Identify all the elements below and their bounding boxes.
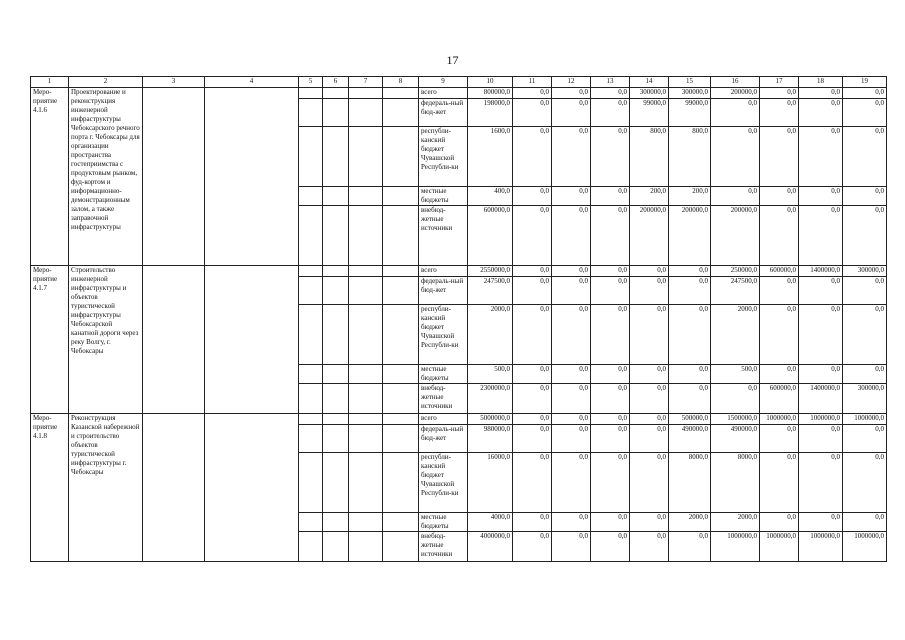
col6-cell — [323, 277, 349, 305]
amount-cell: 0,0 — [552, 88, 591, 99]
amount-cell: 0,0 — [630, 453, 669, 513]
col6-cell — [323, 513, 349, 532]
column-header: 17 — [760, 77, 799, 88]
amount-cell: 0,0 — [630, 414, 669, 425]
col8-cell — [383, 365, 419, 384]
amount-cell: 0,0 — [591, 277, 630, 305]
col8-cell — [383, 99, 419, 127]
col7-cell — [349, 453, 383, 513]
amount-cell: 1600,0 — [468, 127, 513, 187]
col8-cell — [383, 414, 419, 425]
column-header: 7 — [349, 77, 383, 88]
col7-cell — [349, 99, 383, 127]
amount-cell: 800,0 — [669, 127, 711, 187]
amount-cell: 0,0 — [513, 365, 552, 384]
col7-cell — [349, 127, 383, 187]
col7-cell — [349, 305, 383, 365]
col5-cell — [299, 425, 323, 453]
amount-cell: 0,0 — [760, 127, 799, 187]
amount-cell: 0,0 — [552, 99, 591, 127]
table-row — [31, 88, 887, 99]
col6-cell — [323, 127, 349, 187]
col3-cell — [143, 414, 205, 562]
amount-cell: 0,0 — [799, 277, 843, 305]
amount-cell: 1000000,0 — [760, 532, 799, 562]
amount-cell: 0,0 — [513, 425, 552, 453]
col5-cell — [299, 277, 323, 305]
amount-cell: 16000,0 — [468, 453, 513, 513]
amount-cell: 200000,0 — [630, 206, 669, 266]
amount-cell: 800000,0 — [468, 88, 513, 99]
amount-cell: 800,0 — [630, 127, 669, 187]
amount-cell: 2550000,0 — [468, 266, 513, 277]
col8-cell — [383, 453, 419, 513]
amount-cell: 300000,0 — [630, 88, 669, 99]
amount-cell: 0,0 — [513, 266, 552, 277]
amount-cell: 0,0 — [513, 127, 552, 187]
amount-cell: 0,0 — [630, 305, 669, 365]
amount-cell: 0,0 — [760, 277, 799, 305]
amount-cell: 0,0 — [799, 453, 843, 513]
amount-cell: 1000000,0 — [760, 414, 799, 425]
amount-cell: 0,0 — [591, 305, 630, 365]
amount-cell: 0,0 — [630, 266, 669, 277]
amount-cell: 1400000,0 — [799, 384, 843, 414]
funding-source: внебюд-жетные источники — [419, 384, 468, 414]
amount-cell: 0,0 — [552, 532, 591, 562]
amount-cell: 980000,0 — [468, 425, 513, 453]
amount-cell: 0,0 — [760, 365, 799, 384]
amount-cell: 490000,0 — [711, 425, 760, 453]
col8-cell — [383, 513, 419, 532]
amount-cell: 0,0 — [630, 277, 669, 305]
amount-cell: 0,0 — [552, 266, 591, 277]
amount-cell: 2000,0 — [711, 305, 760, 365]
column-header: 5 — [299, 77, 323, 88]
amount-cell: 1000000,0 — [799, 532, 843, 562]
col7-cell — [349, 187, 383, 206]
amount-cell: 0,0 — [630, 513, 669, 532]
amount-cell: 0,0 — [799, 206, 843, 266]
amount-cell: 250000,0 — [711, 266, 760, 277]
amount-cell: 0,0 — [513, 384, 552, 414]
amount-cell: 0,0 — [711, 99, 760, 127]
amount-cell: 0,0 — [591, 453, 630, 513]
amount-cell: 0,0 — [513, 453, 552, 513]
measure-code: Меро-приятие 4.1.8 — [31, 414, 69, 562]
amount-cell: 0,0 — [552, 187, 591, 206]
amount-cell: 0,0 — [843, 88, 887, 99]
column-header: 14 — [630, 77, 669, 88]
amount-cell: 0,0 — [591, 127, 630, 187]
col7-cell — [349, 266, 383, 277]
amount-cell: 0,0 — [513, 187, 552, 206]
col5-cell — [299, 532, 323, 562]
col4-cell — [205, 88, 299, 266]
col7-cell — [349, 513, 383, 532]
amount-cell: 0,0 — [513, 88, 552, 99]
amount-cell: 0,0 — [669, 384, 711, 414]
amount-cell: 0,0 — [843, 187, 887, 206]
amount-cell: 0,0 — [630, 365, 669, 384]
amount-cell: 0,0 — [513, 532, 552, 562]
amount-cell: 0,0 — [843, 127, 887, 187]
column-header: 15 — [669, 77, 711, 88]
amount-cell: 0,0 — [843, 305, 887, 365]
amount-cell: 0,0 — [711, 127, 760, 187]
amount-cell: 0,0 — [552, 305, 591, 365]
amount-cell: 0,0 — [843, 277, 887, 305]
amount-cell: 2000,0 — [711, 513, 760, 532]
col8-cell — [383, 88, 419, 99]
amount-cell: 400,0 — [468, 187, 513, 206]
amount-cell: 0,0 — [760, 187, 799, 206]
col4-cell — [205, 266, 299, 414]
amount-cell: 0,0 — [760, 206, 799, 266]
amount-cell: 0,0 — [513, 206, 552, 266]
amount-cell: 0,0 — [552, 425, 591, 453]
amount-cell: 2000,0 — [669, 513, 711, 532]
funding-source: местные бюджеты — [419, 187, 468, 206]
amount-cell: 200000,0 — [711, 206, 760, 266]
col8-cell — [383, 532, 419, 562]
amount-cell: 0,0 — [760, 88, 799, 99]
col8-cell — [383, 384, 419, 414]
amount-cell: 247500,0 — [711, 277, 760, 305]
col8-cell — [383, 206, 419, 266]
amount-cell: 0,0 — [843, 513, 887, 532]
col5-cell — [299, 127, 323, 187]
amount-cell: 0,0 — [591, 88, 630, 99]
amount-cell: 99000,0 — [630, 99, 669, 127]
amount-cell: 4000000,0 — [468, 532, 513, 562]
column-header: 19 — [843, 77, 887, 88]
col6-cell — [323, 532, 349, 562]
amount-cell: 247500,0 — [468, 277, 513, 305]
col5-cell — [299, 99, 323, 127]
amount-cell: 0,0 — [591, 384, 630, 414]
amount-cell: 0,0 — [552, 414, 591, 425]
amount-cell: 198000,0 — [468, 99, 513, 127]
col5-cell — [299, 88, 323, 99]
amount-cell: 0,0 — [843, 365, 887, 384]
amount-cell: 0,0 — [591, 414, 630, 425]
funding-source: внебюд-жетные источники — [419, 206, 468, 266]
col5-cell — [299, 305, 323, 365]
col3-cell — [143, 88, 205, 266]
col5-cell — [299, 384, 323, 414]
funding-source: местные бюджеты — [419, 513, 468, 532]
col7-cell — [349, 384, 383, 414]
amount-cell: 500,0 — [468, 365, 513, 384]
header-row — [31, 77, 887, 88]
amount-cell: 1000000,0 — [799, 414, 843, 425]
amount-cell: 0,0 — [760, 99, 799, 127]
col7-cell — [349, 365, 383, 384]
column-header: 8 — [383, 77, 419, 88]
funding-source: республи-канский бюджет Чувашской Республи-ки — [419, 127, 468, 187]
col8-cell — [383, 127, 419, 187]
amount-cell: 0,0 — [591, 513, 630, 532]
column-header: 10 — [468, 77, 513, 88]
amount-cell: 0,0 — [799, 513, 843, 532]
column-header: 9 — [419, 77, 468, 88]
amount-cell: 0,0 — [591, 206, 630, 266]
amount-cell: 0,0 — [630, 384, 669, 414]
col5-cell — [299, 187, 323, 206]
amount-cell: 0,0 — [552, 453, 591, 513]
col7-cell — [349, 206, 383, 266]
measure-name: Строительство инженерной инфраструктуры и объектов туристической инфраструктуры Чебоксарской канатной дороги через реку Волгу, г. Чебоксары — [69, 266, 143, 414]
column-header: 13 — [591, 77, 630, 88]
col6-cell — [323, 305, 349, 365]
amount-cell: 490000,0 — [669, 425, 711, 453]
column-header: 11 — [513, 77, 552, 88]
col6-cell — [323, 425, 349, 453]
amount-cell: 0,0 — [843, 453, 887, 513]
col6-cell — [323, 453, 349, 513]
amount-cell: 200000,0 — [711, 88, 760, 99]
amount-cell: 0,0 — [843, 99, 887, 127]
col5-cell — [299, 453, 323, 513]
amount-cell: 0,0 — [799, 365, 843, 384]
page-number: 17 — [446, 53, 459, 67]
amount-cell: 1400000,0 — [799, 266, 843, 277]
measure-code: Меро-приятие 4.1.6 — [31, 88, 69, 266]
amount-cell: 99000,0 — [669, 99, 711, 127]
amount-cell: 200000,0 — [669, 206, 711, 266]
amount-cell: 1000000,0 — [711, 532, 760, 562]
amount-cell: 0,0 — [799, 187, 843, 206]
col5-cell — [299, 365, 323, 384]
amount-cell: 500,0 — [711, 365, 760, 384]
amount-cell: 0,0 — [552, 513, 591, 532]
col3-cell — [143, 266, 205, 414]
amount-cell: 0,0 — [552, 127, 591, 187]
amount-cell: 2300000,0 — [468, 384, 513, 414]
amount-cell: 0,0 — [513, 99, 552, 127]
amount-cell: 0,0 — [760, 305, 799, 365]
amount-cell: 600000,0 — [760, 266, 799, 277]
amount-cell: 200,0 — [669, 187, 711, 206]
funding-source: федераль-ный бюд-жет — [419, 277, 468, 305]
funding-table — [30, 76, 887, 562]
amount-cell: 1000000,0 — [843, 532, 887, 562]
amount-cell: 0,0 — [799, 127, 843, 187]
measure-name: Проектирование и реконструкция инженерной инфраструктуры Чебоксарского речного порта г. Чебоксары для организации пространства гостеприимства с продуктовым рынком, фуд-кортом и информационно-демонстрационным залом, а также заправочной инфраструктуры — [69, 88, 143, 266]
col6-cell — [323, 384, 349, 414]
column-header: 6 — [323, 77, 349, 88]
amount-cell: 200,0 — [630, 187, 669, 206]
amount-cell: 0,0 — [552, 365, 591, 384]
column-header: 18 — [799, 77, 843, 88]
amount-cell: 300000,0 — [843, 266, 887, 277]
amount-cell: 0,0 — [591, 187, 630, 206]
amount-cell: 0,0 — [513, 305, 552, 365]
col7-cell — [349, 88, 383, 99]
amount-cell: 0,0 — [760, 513, 799, 532]
amount-cell: 0,0 — [799, 99, 843, 127]
amount-cell: 0,0 — [711, 384, 760, 414]
funding-source: всего — [419, 266, 468, 277]
amount-cell: 0,0 — [513, 513, 552, 532]
amount-cell: 500000,0 — [669, 414, 711, 425]
amount-cell: 0,0 — [799, 305, 843, 365]
column-header: 12 — [552, 77, 591, 88]
table-row — [31, 266, 887, 277]
funding-source: республи-канский бюджет Чувашской Республи-ки — [419, 305, 468, 365]
col5-cell — [299, 266, 323, 277]
col6-cell — [323, 88, 349, 99]
amount-cell: 0,0 — [843, 425, 887, 453]
amount-cell: 0,0 — [513, 414, 552, 425]
col6-cell — [323, 266, 349, 277]
col6-cell — [323, 365, 349, 384]
amount-cell: 1500000,0 — [711, 414, 760, 425]
amount-cell: 0,0 — [591, 532, 630, 562]
col6-cell — [323, 206, 349, 266]
col6-cell — [323, 414, 349, 425]
column-header: 16 — [711, 77, 760, 88]
amount-cell: 0,0 — [669, 305, 711, 365]
amount-cell: 4000,0 — [468, 513, 513, 532]
col7-cell — [349, 277, 383, 305]
amount-cell: 0,0 — [760, 453, 799, 513]
measure-code: Меро-приятие 4.1.7 — [31, 266, 69, 414]
amount-cell: 0,0 — [552, 206, 591, 266]
funding-source: федераль-ный бюд-жет — [419, 99, 468, 127]
funding-source: местные бюджеты — [419, 365, 468, 384]
col8-cell — [383, 266, 419, 277]
col5-cell — [299, 414, 323, 425]
col5-cell — [299, 513, 323, 532]
amount-cell: 0,0 — [591, 425, 630, 453]
amount-cell: 0,0 — [760, 425, 799, 453]
amount-cell: 0,0 — [669, 365, 711, 384]
col6-cell — [323, 99, 349, 127]
amount-cell: 0,0 — [552, 384, 591, 414]
amount-cell: 0,0 — [843, 206, 887, 266]
amount-cell: 5000000,0 — [468, 414, 513, 425]
amount-cell: 0,0 — [552, 277, 591, 305]
col8-cell — [383, 277, 419, 305]
amount-cell: 600000,0 — [760, 384, 799, 414]
amount-cell: 0,0 — [591, 99, 630, 127]
col8-cell — [383, 425, 419, 453]
column-header: 2 — [69, 77, 143, 88]
amount-cell: 0,0 — [591, 365, 630, 384]
amount-cell: 600000,0 — [468, 206, 513, 266]
funding-source: федераль-ный бюд-жет — [419, 425, 468, 453]
amount-cell: 0,0 — [669, 277, 711, 305]
amount-cell: 8000,0 — [711, 453, 760, 513]
amount-cell: 0,0 — [669, 532, 711, 562]
amount-cell: 1000000,0 — [843, 414, 887, 425]
amount-cell: 0,0 — [669, 266, 711, 277]
amount-cell: 0,0 — [630, 425, 669, 453]
column-header: 4 — [205, 77, 299, 88]
amount-cell: 0,0 — [630, 532, 669, 562]
col7-cell — [349, 425, 383, 453]
table-body — [31, 88, 887, 562]
funding-source: внебюд-жетные источники — [419, 532, 468, 562]
funding-source: республи-канский бюджет Чувашской Республи-ки — [419, 453, 468, 513]
column-header: 1 — [31, 77, 69, 88]
amount-cell: 0,0 — [799, 425, 843, 453]
amount-cell: 0,0 — [799, 88, 843, 99]
col7-cell — [349, 414, 383, 425]
col7-cell — [349, 532, 383, 562]
col4-cell — [205, 414, 299, 562]
amount-cell: 8000,0 — [669, 453, 711, 513]
amount-cell: 300000,0 — [843, 384, 887, 414]
amount-cell: 0,0 — [591, 266, 630, 277]
amount-cell: 300000,0 — [669, 88, 711, 99]
col6-cell — [323, 187, 349, 206]
amount-cell: 0,0 — [711, 187, 760, 206]
funding-source: всего — [419, 414, 468, 425]
amount-cell: 0,0 — [513, 277, 552, 305]
col8-cell — [383, 187, 419, 206]
table-row — [31, 414, 887, 425]
column-header: 3 — [143, 77, 205, 88]
col8-cell — [383, 305, 419, 365]
measure-name: Реконструкция Казанской набережной и строительство объектов туристической инфраструктуры г. Чебоксары — [69, 414, 143, 562]
col5-cell — [299, 206, 323, 266]
funding-source: всего — [419, 88, 468, 99]
amount-cell: 2000,0 — [468, 305, 513, 365]
